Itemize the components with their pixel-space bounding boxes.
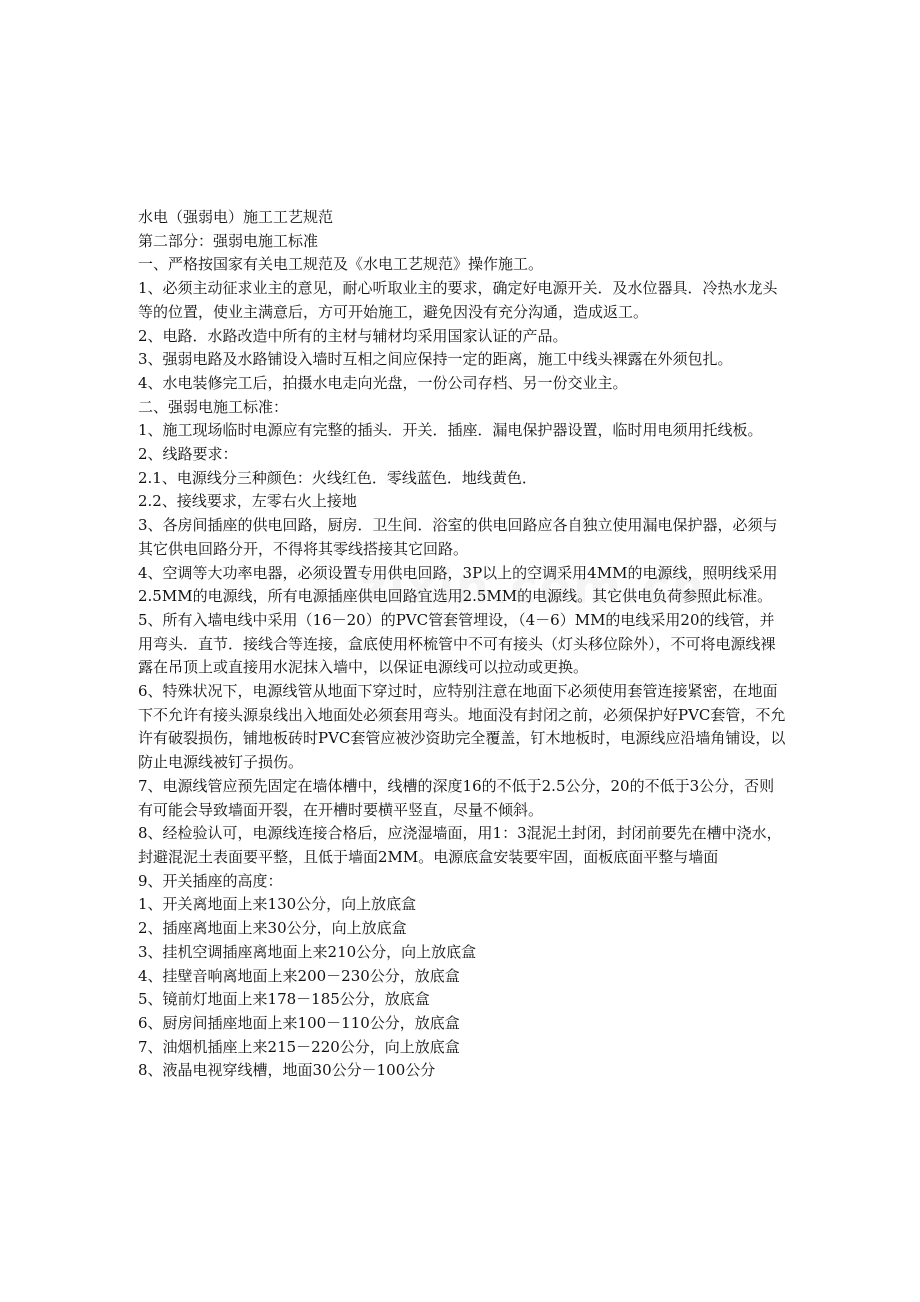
paragraph: 5、所有入墙电线中采用（16－20）的PVC管套管埋设，（4－6）MM的电线采用20的线管，并用弯头．直节．接线合等连接，盒底使用杯梳管中不可有接头（灯头移位除外），不可将电源线裸露在吊顶上或直接用水泥抹入墙中，以保证电源线可以拉动或更换。 [138,610,776,677]
paragraph: 3、强弱电路及水路铺设入墙时互相之间应保持一定的距离，施工中线头裸露在外须包扎。 [138,350,733,369]
document-title: 水电（强弱电）施工工艺规范 [138,208,334,226]
section-heading: 二、强弱电施工标准： [138,397,289,416]
paragraph: 4、水电装修完工后，拍摄水电走向光盘，一份公司存档、另一份交业主。 [138,373,628,392]
paragraph: 2.2、接线要求，左零右火上接地 [138,492,357,511]
paragraph: 1、必须主动征求业主的意见，耐心听取业主的要求，确定好电源开关．及水位器具．冷热水龙头等的位置，使业主满意后，方可开始施工，避免因没有充分沟通，造成返工。 [138,279,778,321]
part-heading: 第二部分：强弱电施工标准 [138,231,319,250]
paragraph: 2、线路要求： [138,445,238,464]
paragraph: 6、特殊状况下，电源线管从地面下穿过时，应特别注意在地面下必须使用套管连接紧密，在地面下不允许有接头源泉线出入地面处必须套用弯头。地面没有封闭之前，必须保护好PVC套管，不允许有破裂损伤，铺地板砖时PVC套管应被沙资助完全覆盖，钉木地板时，电源线应沿墙角铺设，以防止电源线被钉子损伤。 [138,682,786,772]
paragraph: 2、电路．水路改造中所有的主材与辅材均采用国家认证的产品。 [138,326,568,345]
paragraph: 8、经检验认可，电源线连接合格后，应浇湿墙面，用1：3混泥土封闭，封闭前要先在槽中浇水，封避混泥土表面要平整，且低于墙面2MM。电源底盒安装要牢固，面板底面平整与墙面 [138,824,782,866]
list-item: 8、液晶电视穿线槽，地面30公分－100公分 [138,1061,436,1080]
paragraph: 2.1、电源线分三种颜色：火线红色．零线蓝色．地线黄色． [138,468,537,487]
paragraph: 1、施工现场临时电源应有完整的插头．开关．插座．漏电保护器设置，临时用电须用托线板。 [138,421,763,440]
paragraph: 7、电源线管应预先固定在墙体槽中，线槽的深度16的不低于2.5公分，20的不低于3公分，否则有可能会导致墙面开裂，在开槽时要横平竖直，尽量不倾斜。 [138,776,775,819]
list-item: 3、挂机空调插座离地面上来210公分，向上放底盒 [138,942,477,961]
list-item: 5、镜前灯地面上来178－185公分，放底盒 [138,990,430,1009]
list-item: 6、厨房间插座地面上来100－110公分，放底盒 [138,1013,460,1032]
document-body [138,206,786,1083]
paragraph: 9、开关插座的高度： [138,871,283,890]
paragraph: 3、各房间插座的供电回路，厨房．卫生间．浴室的供电回路应各自独立使用漏电保护器，必须与其它供电回路分开，不得将其零线搭接其它回路。 [138,516,778,558]
list-item: 2、插座离地面上来30公分，向上放底盒 [138,919,407,938]
list-item: 4、挂壁音响离地面上来200－230公分，放底盒 [138,966,460,985]
paragraph: 一、严格按国家有关电工规范及《水电工艺规范》操作施工。 [138,255,544,274]
list-item: 1、开关离地面上来130公分，向上放底盒 [138,895,417,914]
list-item: 7、油烟机插座上来215－220公分，向上放底盒 [138,1037,460,1056]
paragraph: 4、空调等大功率电器，必须设置专用供电回路，3P以上的空调采用4MM的电源线，照明线采用2.5MM的电源线，所有电源插座供电回路宜选用2.5MM的电源线。其它供电负荷参照此标准。 [138,563,778,606]
